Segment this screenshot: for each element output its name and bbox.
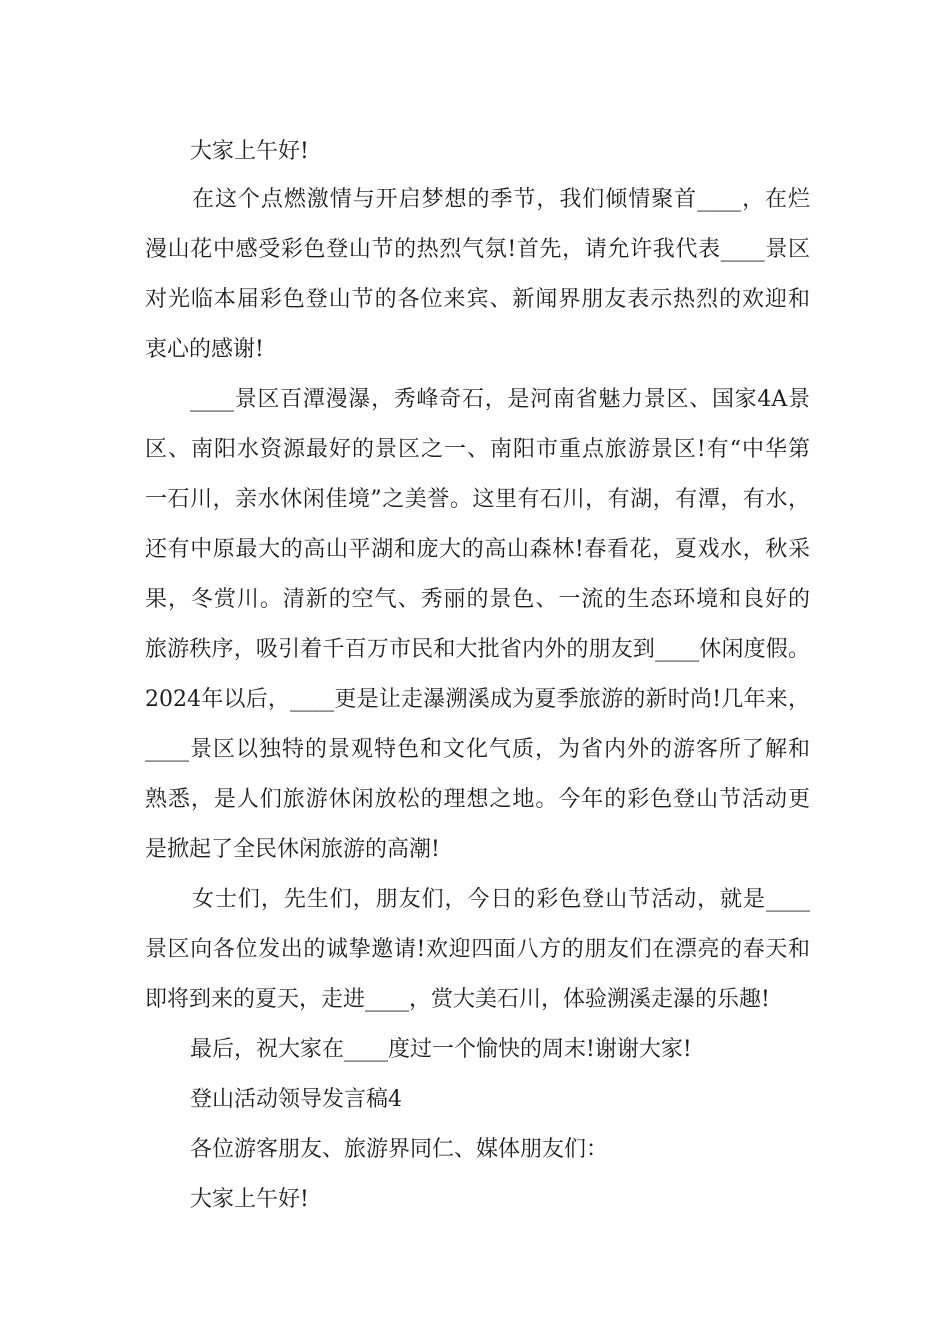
paragraph-2-line-9: 熟悉，是人们旅游休闲放松的理想之地。今年的彩色登山节活动更 xyxy=(145,787,810,812)
paragraph-3-line-3: 即将到来的夏天，走进____，赏大美石川，体验溯溪走瀑的乐趣! xyxy=(145,987,770,1012)
paragraph-2-line-6: 旅游秩序，吸引着千百万市民和大批省内外的朋友到____休闲度假。 xyxy=(145,637,810,662)
paragraph-2-line-5: 果，冬赏川。清新的空气、秀丽的景色、一流的生态环境和良好的 xyxy=(145,587,810,612)
greeting-line: 大家上午好! xyxy=(190,139,309,164)
salutation-line: 各位游客朋友、旅游界同仁、媒体朋友们： xyxy=(190,1137,609,1162)
paragraph-2-line-4: 还有中原最大的高山平湖和庞大的高山森林!春看花，夏戏水，秋采 xyxy=(145,537,810,562)
closing-line: 最后，祝大家在____度过一个愉快的周末!谢谢大家! xyxy=(190,1037,692,1062)
paragraph-1-line-3: 对光临本届彩色登山节的各位来宾、新闻界朋友表示热烈的欢迎和 xyxy=(145,287,810,312)
paragraph-1-line-1: 在这个点燃激情与开启梦想的季节，我们倾情聚首____，在烂 xyxy=(192,187,810,212)
paragraph-3-line-1: 女士们，先生们，朋友们，今日的彩色登山节活动，就是____ xyxy=(192,887,810,912)
paragraph-1-line-2: 漫山花中感受彩色登山节的热烈气氛!首先，请允许我代表____景区 xyxy=(145,237,810,262)
paragraph-2-line-8: ____景区以独特的景观特色和文化气质，为省内外的游客所了解和 xyxy=(145,737,810,762)
paragraph-2-line-3: 一石川，亲水休闲佳境”之美誉。这里有石川，有湖，有潭，有水， xyxy=(145,487,810,512)
paragraph-3-line-2: 景区向各位发出的诚挚邀请!欢迎四面八方的朋友们在漂亮的春天和 xyxy=(145,937,810,962)
section-heading: 登山活动领导发言稿4 xyxy=(190,1087,402,1112)
paragraph-2-line-2: 区、南阳水资源最好的景区之一、南阳市重点旅游景区!有“中华第 xyxy=(145,437,810,462)
greeting-line-2: 大家上午好! xyxy=(190,1187,309,1212)
paragraph-2-line-10: 是掀起了全民休闲旅游的高潮! xyxy=(145,837,440,862)
paragraph-1-line-4: 衷心的感谢! xyxy=(145,337,264,362)
paragraph-2-line-1: ____景区百潭漫瀑，秀峰奇石，是河南省魅力景区、国家4A景 xyxy=(190,387,810,412)
paragraph-2-line-7: 2024年以后，____更是让走瀑溯溪成为夏季旅游的新时尚!几年来， xyxy=(145,687,810,712)
